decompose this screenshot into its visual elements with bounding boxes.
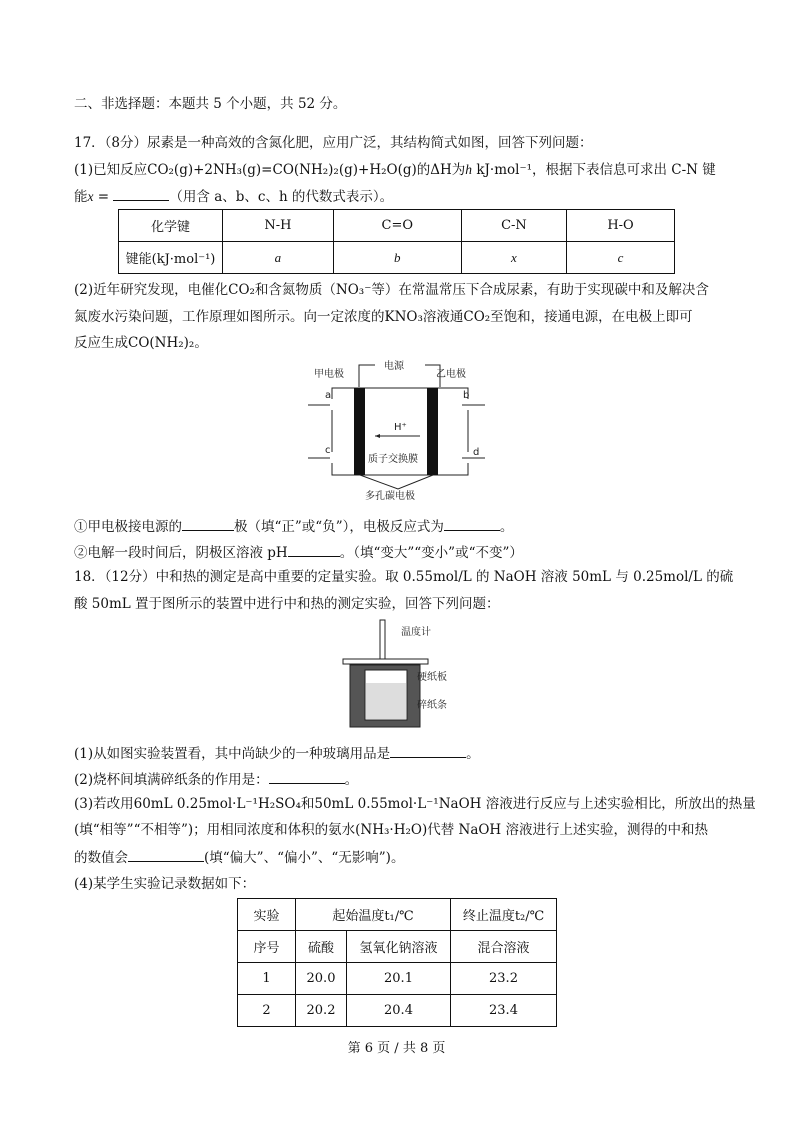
text: 。 xyxy=(466,746,480,762)
page-footer: 第 6 页 / 共 8 页 xyxy=(347,1041,446,1056)
label-thermometer: 温度计 xyxy=(401,627,431,638)
q17-stem: 17．（8分）尿素是一种高效的含氮化肥，应用广泛，其结构简式如图，回答下列问题： xyxy=(74,135,593,151)
calorimeter-diagram xyxy=(335,615,485,735)
left-electrode xyxy=(354,388,365,475)
right-electrode xyxy=(427,388,438,475)
var-h: h xyxy=(465,162,473,177)
cell: 20.0 xyxy=(296,963,347,995)
equation: CO₂(g)+2NH₃(g)=CO(NH₂)₂(g)+H₂O(g) xyxy=(147,162,417,178)
label-membrane: 质子交换膜 xyxy=(368,454,418,465)
text: ②电解一段时间后，阴极区溶液 pH xyxy=(74,545,288,561)
th: 硫酸 xyxy=(296,931,347,963)
text: (1)已知反应 xyxy=(74,162,148,178)
cell: b xyxy=(394,249,401,265)
bond-energy-table xyxy=(118,209,675,274)
answer-blank[interactable] xyxy=(128,847,204,862)
cell: 1 xyxy=(238,963,296,995)
th: 混合溶液 xyxy=(451,931,557,963)
cell: 20.1 xyxy=(347,963,451,995)
q18-p3-l2: (填“相等”“不相等”)；用相同浓度和体积的氨水(NH₃·H₂O)代替 NaOH 溶液进行上述实验，测得的中和热 xyxy=(74,822,708,838)
th: 氢氧化钠溶液 xyxy=(347,931,451,963)
text: (2)烧杯间填满碎纸条的作用是： xyxy=(74,772,269,788)
text: kJ·mol⁻¹，根据下表信息可求出 C-N 键 xyxy=(472,162,716,178)
text: 。（填“变大”“变小”或“不变”） xyxy=(339,545,523,561)
cell: c xyxy=(617,249,624,265)
text: 的数值会 xyxy=(74,850,128,866)
text: 。 xyxy=(344,772,359,788)
text: ①甲电极接电源的 xyxy=(74,519,182,535)
text: = xyxy=(93,189,114,205)
row-label: 键能(kJ·mol⁻¹) xyxy=(119,242,223,274)
th: H-O xyxy=(567,210,675,242)
th: C=O xyxy=(333,210,461,242)
label-a: a xyxy=(325,390,332,401)
label-board: 硬纸板 xyxy=(417,672,447,683)
text: (填“偏大”、“偏小”、“无影响”)。 xyxy=(204,850,405,866)
cell: 23.4 xyxy=(451,995,557,1027)
th: C-N xyxy=(461,210,566,242)
answer-blank[interactable] xyxy=(288,542,340,557)
answer-blank[interactable] xyxy=(182,516,234,531)
q17-s2 xyxy=(74,542,523,562)
cell: 2 xyxy=(238,995,296,1027)
cell: 20.2 xyxy=(296,995,347,1027)
cell: a xyxy=(274,249,282,265)
temperature-table xyxy=(237,898,557,1027)
label-left-electrode: 甲电极 xyxy=(314,369,344,380)
q18-l2: 酸 50mL 置于图所示的装置中进行中和热的测定实验，回答下列问题： xyxy=(74,596,500,612)
q17-p2-l2: 氮废水污染问题，工作原理如图所示。向一定浓度的KNO₃溶液通CO₂至饱和，接通电源，在电极上即可 xyxy=(74,309,693,325)
cell: x xyxy=(511,249,517,265)
label-ion: H⁺ xyxy=(394,422,407,433)
text: 能 xyxy=(74,189,88,205)
cell: 23.2 xyxy=(451,963,557,995)
answer-blank[interactable] xyxy=(390,743,466,758)
var-x: x xyxy=(87,189,94,204)
label-right-electrode: 乙电极 xyxy=(436,369,466,380)
text: 。 xyxy=(499,519,514,535)
text: (1)从如图实验装置看，其中尚缺少的一种玻璃用品是 xyxy=(74,746,391,762)
label-d: d xyxy=(473,447,480,458)
th: 终止温度t₂/℃ xyxy=(451,899,557,931)
q17-p2-l3: 反应生成CO(NH₂)₂。 xyxy=(74,335,208,351)
q18-p4: (4)某学生实验记录数据如下： xyxy=(74,876,256,892)
answer-blank[interactable] xyxy=(444,516,500,531)
text: 极（填“正”或“负”），电极反应式为 xyxy=(234,519,444,535)
cell: 20.4 xyxy=(347,995,451,1027)
label-c: c xyxy=(325,445,331,456)
th: 实验 xyxy=(238,899,296,931)
electrolysis-diagram xyxy=(300,355,500,505)
q18-p3-l1: (3)若改用60mL 0.25mol·L⁻¹H₂SO₄和50mL 0.55mol·L⁻¹NaOH 溶液进行反应与上述实验相比，所放出的热量 xyxy=(74,796,756,812)
label-power: 电源 xyxy=(384,361,404,372)
label-porous: 多孔碳电极 xyxy=(365,491,415,502)
answer-blank[interactable] xyxy=(269,769,345,784)
section-heading: 二、非选择题：本题共 5 个小题，共 52 分。 xyxy=(74,96,347,112)
th: 序号 xyxy=(238,931,296,963)
q18-p3-l3 xyxy=(74,847,404,867)
th: N-H xyxy=(223,210,334,242)
q17-p1 xyxy=(74,161,716,179)
text: 的ΔH为 xyxy=(416,162,466,178)
q18-l1: 18．（12分）中和热的测定是高中重要的定量实验。取 0.55mol/L 的 NaOH 溶液 50mL 与 0.25mol/L 的硫 xyxy=(74,569,734,585)
th: 起始温度t₁/℃ xyxy=(296,899,451,931)
label-b: b xyxy=(463,390,470,401)
text: （用含 a、b、c、h 的代数式表示）。 xyxy=(169,189,394,205)
label-paper: 碎纸条 xyxy=(417,700,447,711)
answer-blank[interactable] xyxy=(113,186,169,201)
q17-s1 xyxy=(74,516,513,536)
q17-p1-cont xyxy=(74,186,393,206)
th: 化学键 xyxy=(119,210,223,242)
q18-p2 xyxy=(74,769,358,789)
cardboard xyxy=(343,659,428,664)
q17-p2-l1: (2)近年研究发现，电催化CO₂和含氮物质（NO₃⁻等）在常温常压下合成尿素，有助于实现碳中和及解决含 xyxy=(74,282,709,298)
q18-p1 xyxy=(74,743,480,763)
